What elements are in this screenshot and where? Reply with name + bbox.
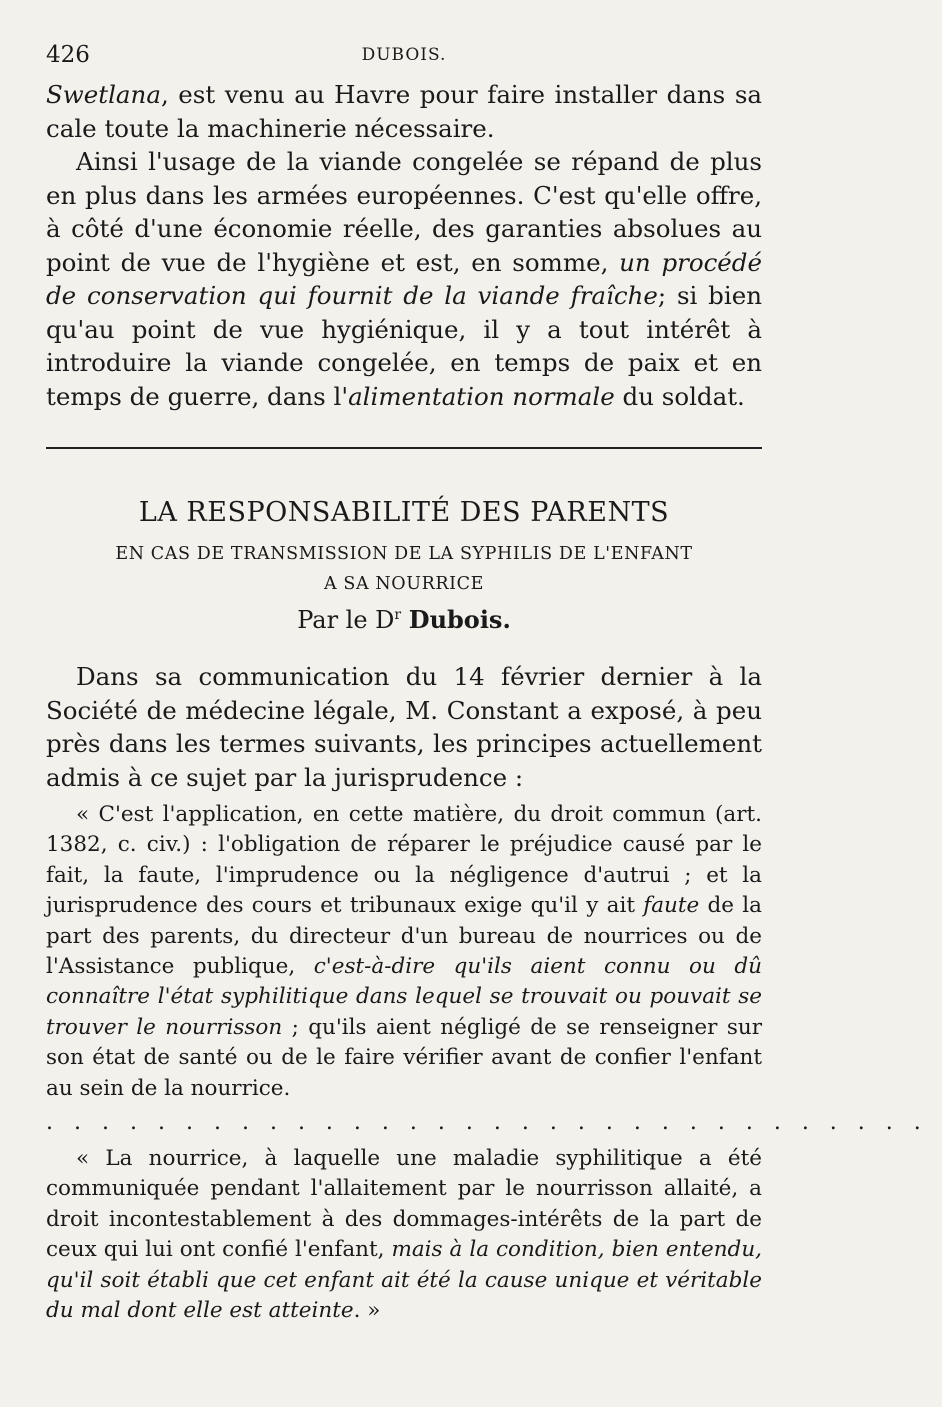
ellipsis-row: ................................: [46, 1110, 942, 1136]
running-title: DUBOIS.: [361, 45, 447, 65]
byline: Par le $D^r$ Dubois.: [297, 605, 511, 634]
author-name: Dubois.: [408, 605, 511, 634]
article-subtitle-line-1: EN CAS DE TRANSMISSION DE LA SYPHILIS DE L'ENFANT: [115, 544, 693, 564]
article-subtitle: [46, 539, 762, 599]
article-subtitle-line-2: A SA NOURRICE: [323, 574, 485, 594]
section-divider: [46, 447, 762, 449]
prev-article-paragraph-1: Swetlana, est venu au Havre pour faire installer dans sa cale toute la machinerie nécessaire.: [46, 80, 762, 143]
article-title: LA RESPONSABILITÉ DES PARENTS: [138, 497, 670, 528]
page-number: 426: [46, 42, 90, 68]
quote-paragraph-2: « La nourrice, à laquelle une maladie syphilitique a été communiquée pendant l'allaitement par le nourrisson allaité, a droit incontestablement à des dommages-intérêts de la part de ceux qui lui ont confié l'enfant, mais à la condition, bien entendu, qu'il soit établi que cet enfant ait été la cause unique et véritable du mal dont elle est atteinte. »: [46, 1146, 762, 1324]
ship-name: Swetlana: [46, 80, 161, 109]
running-head: [46, 38, 762, 78]
quote-paragraph-1: « C'est l'application, en cette matière, du droit commun (art. 1382, c. civ.) : l'obligation de réparer le préjudice causé par le fait, la faute, l'imprudence ou la négligence d'autrui ; et la jurisprudence des cours et tribunaux exige qu'il y ait faute de la part des parents, du directeur d'un bureau de nourrices ou de l'Assistance publique, c'est-à-dire qu'ils aient connu ou dû connaître l'état syphilitique dans lequel se trouvait ou pouvait se trouver le nourrisson ; qu'ils aient négligé de se renseigner sur son état de santé ou de le faire vérifier avant de confier l'enfant au sein de la nourrice.: [46, 802, 762, 1101]
prev-article-paragraph-2: Ainsi l'usage de la viande congelée se répand de plus en plus dans les armées européennes. C'est qu'elle offre, à côté d'une économie réelle, des garanties absolues au point de vue de l'hygiène et est, en somme, un procédé de conservation qui fournit de la viande fraîche; si bien qu'au point de vue hygiénique, il y a tout intérêt à introduire la viande congelée, en temps de paix et en temps de guerre, dans l'alimentation normale du soldat.: [46, 147, 762, 411]
intro-paragraph: Dans sa communication du 14 février dernier à la Société de médecine légale, M. Constant a exposé, à peu près dans les termes suivants, les principes actuellement admis à ce sujet par la jurisprudence :: [46, 662, 762, 792]
